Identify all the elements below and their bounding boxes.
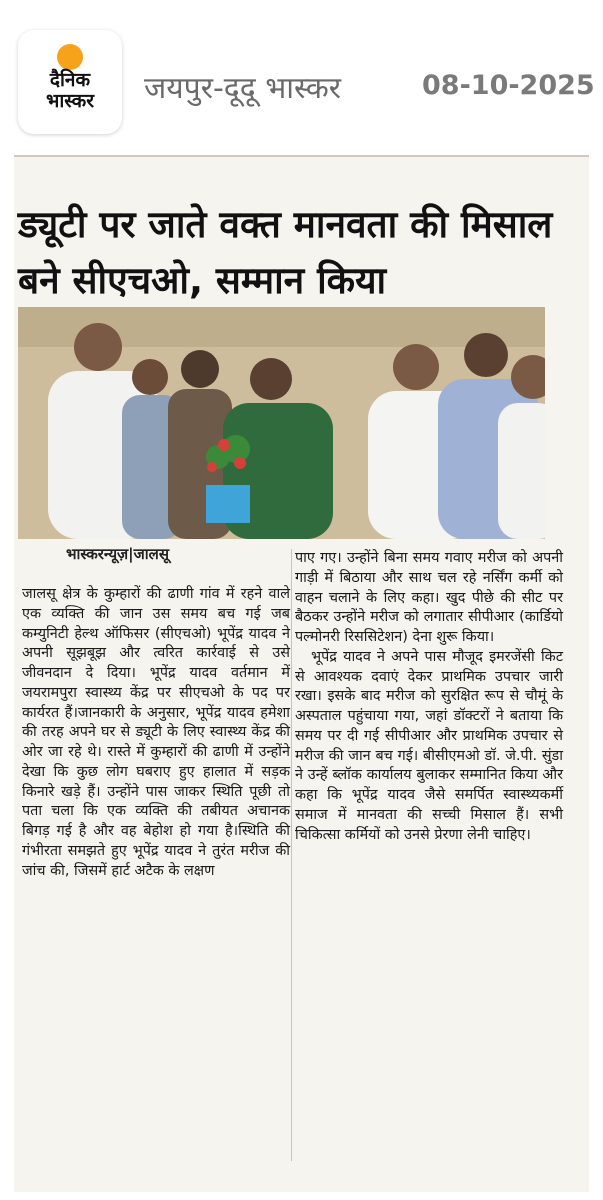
logo-text: दैनिक भास्कर xyxy=(45,69,95,112)
article-dateline: भास्करन्यूज़|जालसू xyxy=(66,545,169,563)
news-photo xyxy=(18,307,545,539)
article-paragraph-1: जालसू क्षेत्र के कुम्हारों की ढाणी गांव में रहने वाले एक व्यक्ति की जान उस समय बच गई जब कम्युनिटी हेल्थ ऑफिसर (सीएचओ) भूपेंद्र यादव ने अपनी सूझबूझ और त्वरित कार्रवाई से उसे जीवनदान दे दिया। भूपेंद्र यादव वर्तमान में जयरामपुरा स्वास्थ्य केंद्र पर सीएचओ के पद पर कार्यरत हैं।जानकारी के अनुसार, भूपेंद्र यादव हमेशा की तरह अपने घर से ड्यूटी के लिए स्वास्थ्य केंद्र की ओर जा रहे थे। रास्ते में कुम्हारों की ढाणी में उन्होंने देखा कि कुछ लोग घबराए हुए हालात में सड़क किनारे खड़े हैं। उन्होंने पास जाकर स्थिति पूछी तो पता चला कि एक व्यक्ति की तबीयत अचानक बिगड़ गई है और वह बेहोश हो गया है।स्थिति की गंभीरता समझते हुए भूपेंद्र यादव ने तुरंत मरीज की जांच की, जिसमें हार्ट अटैक के लक्षण xyxy=(22,586,290,879)
article-column-left xyxy=(22,585,290,881)
edition-title: जयपुर-दूदू भास्कर xyxy=(144,71,342,106)
photo-illustration xyxy=(18,307,545,539)
dainik-bhaskar-logo[interactable] xyxy=(18,30,122,134)
article-paragraph-2: पाए गए। उन्होंने बिना समय गवाए मरीज को अपनी गाड़ी में बिठाया और साथ चल रहे नर्सिंग कर्मी को वाहन चलाने के लिए कहा। खुद पीछे की सीट पर बैठकर उन्होंने मरीज को लगातार सीपीआर (कार्डियो पल्मोनरी रिससिटेशन) देना शुरू किया। xyxy=(295,550,563,645)
newspaper-clipping xyxy=(14,155,589,1192)
column-divider xyxy=(291,549,292,1161)
article-headline: ड्यूटी पर जाते वक्त मानवता की मिसाल बने सीएचओ, सम्मान किया xyxy=(18,203,553,302)
article-paragraph-3: भूपेंद्र यादव ने अपने पास मौजूद इमरजेंसी किट से आवश्यक दवाएं देकर प्राथमिक उपचार जारी रखा। इसके बाद मरीज को सुरक्षित रूप से चौमूं के अस्पताल पहुंचाया गया, जहां डॉक्टरों ने बताया कि समय पर दी गई सीपीआर और प्राथमिक उपचार से मरीज की जान बच गई। बीसीएमओ डॉ. जे.पी. सुंडा ने उन्हें ब्लॉक कार्यालय बुलाकर सम्मानित किया और कहा कि भूपेंद्र यादव जैसे समर्पित स्वास्थ्यकर्मी समाज में मानवता की सच्ची मिसाल हैं। सभी चिकित्सा कर्मियों को उनसे प्रेरणा लेनी चाहिए। xyxy=(295,648,563,843)
edition-date: 08-10-2025 xyxy=(422,70,595,101)
article-column-right xyxy=(295,549,563,845)
logo-sun-icon xyxy=(57,44,83,70)
app-header xyxy=(0,0,603,150)
